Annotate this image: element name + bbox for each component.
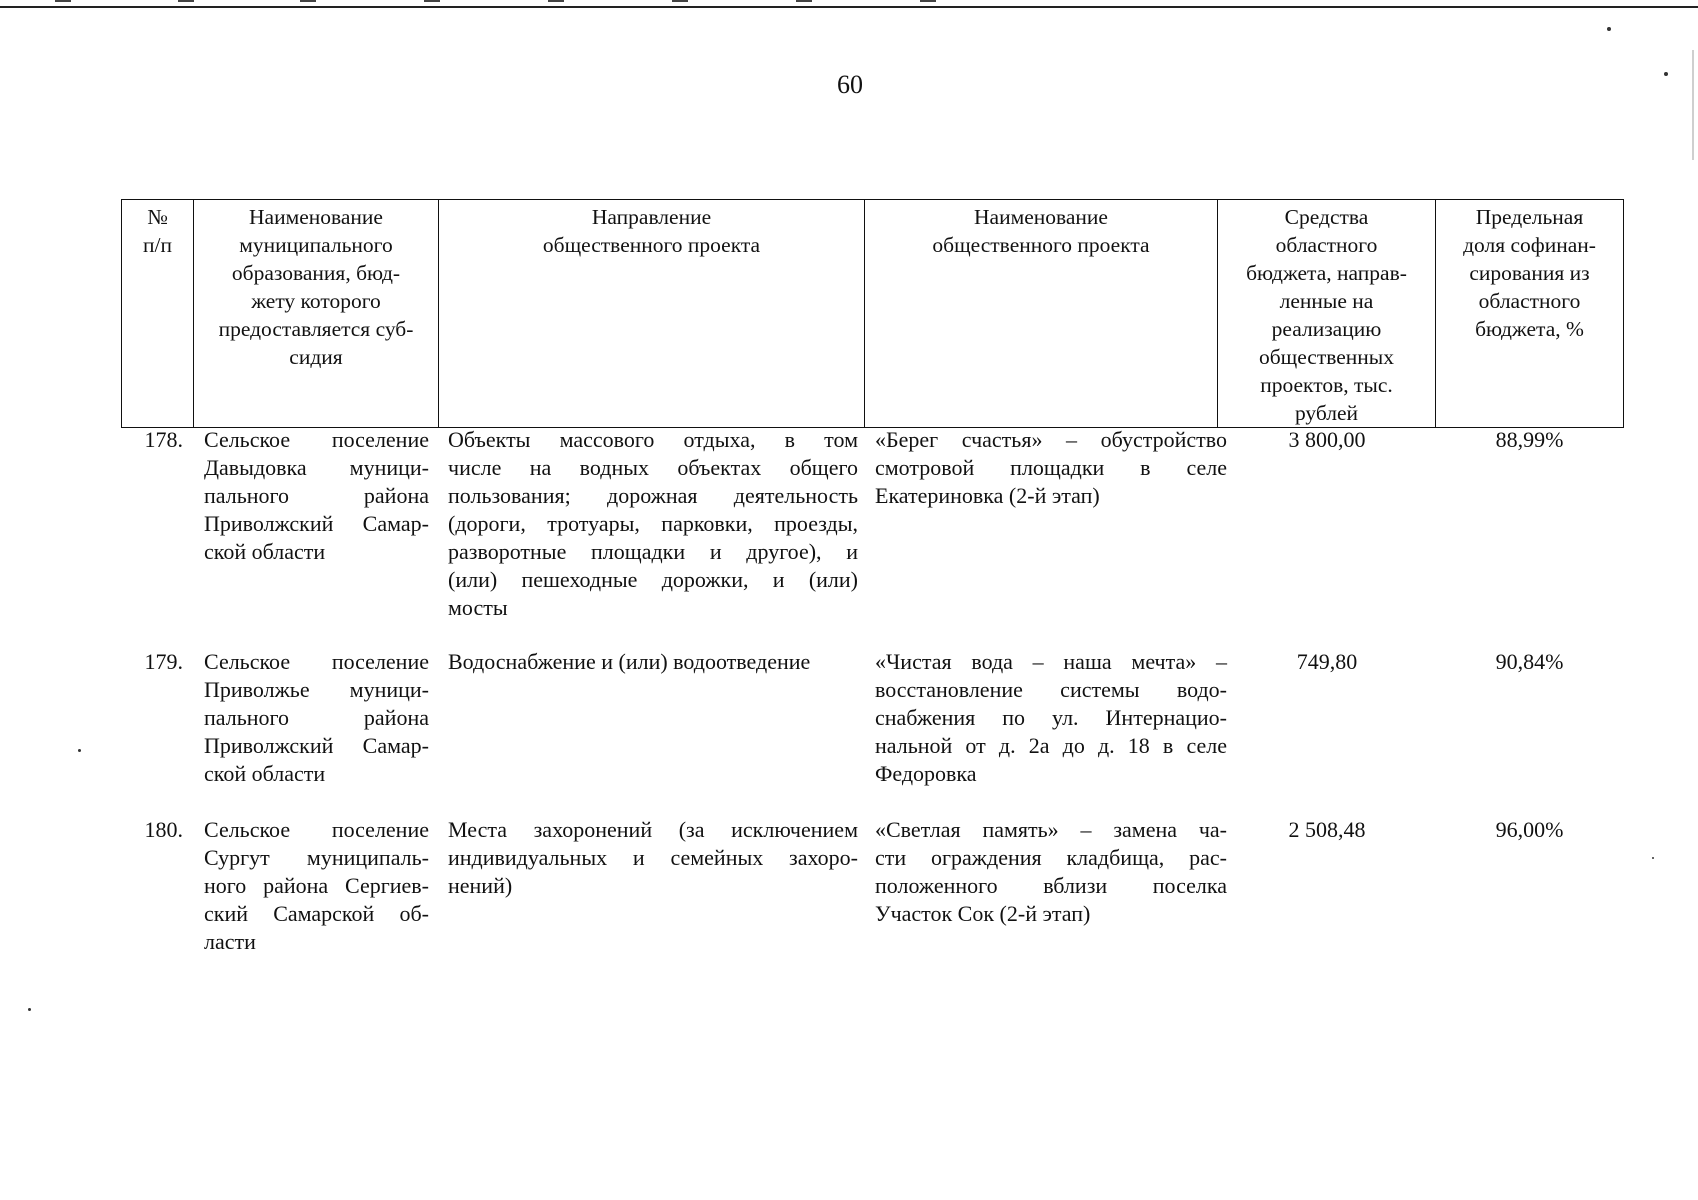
municipality-cell: Сельское поселение Приволжье муници- пального района Приволжский Самар- ской области — [204, 649, 429, 786]
top-dash-mark — [424, 0, 440, 2]
top-dash-mark — [548, 0, 564, 2]
project-name-cell: «Берег счастья» – обустройство смотровой площадки в селе Екатериновка (2-й этап) — [875, 427, 1227, 508]
header-number: № п/п — [122, 200, 194, 428]
scan-speck — [1664, 72, 1668, 76]
scan-speck — [1652, 857, 1654, 859]
scan-speck — [1607, 27, 1611, 31]
municipality-cell: Сельское поселение Давыдовка муници- пального района Приволжский Самар- ской области — [204, 427, 429, 564]
header-municipality: Наименование муниципального образования, бюд- жету которого предоставляется суб- сидия — [194, 200, 439, 428]
project-name-cell: «Светлая память» – замена ча- сти ограждения кладбища, рас- положенного вблизи поселка Участок Сок (2-й этап) — [875, 817, 1227, 926]
direction-cell: Объекты массового отдыха, в том числе на водных объектах общего пользования; дорожная деятельность (дороги, тротуары, парковки, проезды, разворотные площадки и другое), и (или) пешеходные дорожки, и (или) мосты — [448, 427, 858, 620]
header-cofinancing-share: Предельная доля софинан- сирования из областного бюджета, % — [1436, 200, 1624, 428]
top-dash-mark — [55, 0, 71, 2]
top-dash-mark — [920, 0, 936, 2]
direction-cell: Водоснабжение и (или) водоотведение — [448, 649, 811, 674]
scan-speck — [28, 1008, 31, 1011]
header-direction: Направление общественного проекта — [439, 200, 865, 428]
scan-speck — [78, 749, 81, 752]
header-row — [122, 200, 1624, 428]
top-border-rule — [0, 6, 1698, 8]
funds-cell: 3 800,00 — [1288, 427, 1366, 452]
top-dash-mark — [672, 0, 688, 2]
top-dash-mark — [300, 0, 316, 2]
funds-cell: 2 508,48 — [1288, 817, 1366, 842]
header-project-name: Наименование общественного проекта — [865, 200, 1218, 428]
municipality-cell: Сельское поселение Сургут муниципаль- ного района Сергиев- ский Самарской об- ласти — [204, 817, 429, 954]
share-cell: 90,84% — [1495, 649, 1564, 674]
row-number: 180. — [144, 817, 183, 842]
funds-cell: 749,80 — [1296, 649, 1358, 674]
top-dash-mark — [178, 0, 194, 2]
direction-cell: Места захоронений (за исключением индивидуальных и семейных захоро- нений) — [448, 817, 858, 898]
table-header — [121, 199, 1624, 428]
share-cell: 96,00% — [1495, 817, 1564, 842]
row-number: 179. — [144, 649, 183, 674]
page-number: 60 — [837, 70, 863, 99]
share-cell: 88,99% — [1495, 427, 1564, 452]
top-dash-mark — [796, 0, 812, 2]
header-funds: Средства областного бюджета, направ- ленные на реализацию общественных проектов, тыс. рублей — [1218, 200, 1436, 428]
scan-edge-line — [1692, 50, 1694, 160]
row-number: 178. — [144, 427, 183, 452]
project-name-cell: «Чистая вода – наша мечта» – восстановление системы водо- снабжения по ул. Интернацио- нальной от д. 2а до д. 18 в селе Федоровка — [875, 649, 1227, 786]
